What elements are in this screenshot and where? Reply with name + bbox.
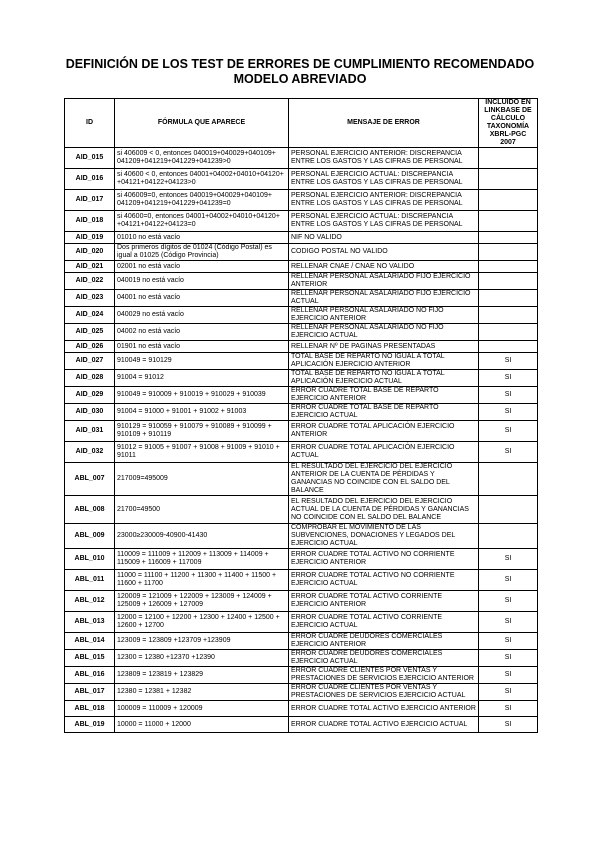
row-mensaje: RELLENAR CNAE / CNAE NO VALIDO xyxy=(289,261,479,273)
row-formula: 100009 = 110009 + 120009 xyxy=(115,701,289,717)
row-id: ABL_018 xyxy=(65,701,115,717)
table-row xyxy=(65,341,538,353)
row-incluido: SI xyxy=(479,667,538,684)
table-row xyxy=(65,717,538,733)
error-tests-table xyxy=(64,98,538,733)
row-incluido: SI xyxy=(479,650,538,667)
row-mensaje: ERROR CUADRE DEUDORES COMERCIALES EJERCICIO ACTUAL xyxy=(289,650,479,667)
table-row xyxy=(65,273,538,290)
row-formula: si 406009=0, entonces 040019+040029+040109+ 041209+041219+041229+041239=0 xyxy=(115,190,289,211)
row-mensaje: PERSONAL EJERCICIO ACTUAL: DISCREPANCIA ENTRE LOS GASTOS Y LAS CIFRAS DE PERSONAL xyxy=(289,169,479,190)
row-incluido: SI xyxy=(479,387,538,404)
row-formula: 21700=49500 xyxy=(115,496,289,524)
row-formula: si 406009 < 0, entonces 040019+040029+040109+ 041209+041219+041229+041239>0 xyxy=(115,148,289,169)
table-row xyxy=(65,612,538,633)
row-id: AID_027 xyxy=(65,353,115,370)
row-formula: 123809 = 123819 + 123829 xyxy=(115,667,289,684)
table-row xyxy=(65,353,538,370)
row-id: AID_018 xyxy=(65,211,115,232)
row-formula: 91004 = 91012 xyxy=(115,370,289,387)
row-formula: 040029 no está vacío xyxy=(115,307,289,324)
row-mensaje: ERROR CUADRE TOTAL ACTIVO EJERCICIO ANTERIOR xyxy=(289,701,479,717)
row-formula: 11000 = 11100 + 11200 + 11300 + 11400 + 11500 + 11600 + 11700 xyxy=(115,570,289,591)
row-mensaje: ERROR CUADRE TOTAL APLICACIÓN EJERCICIO ACTUAL xyxy=(289,442,479,463)
row-mensaje: PERSONAL EJERCICIO ACTUAL: DISCREPANCIA ENTRE LOS GASTOS Y LAS CIFRAS DE PERSONAL xyxy=(289,211,479,232)
table-row xyxy=(65,232,538,244)
row-id: ABL_014 xyxy=(65,633,115,650)
row-incluido xyxy=(479,290,538,307)
row-formula: 123009 = 123809 +123709 +123909 xyxy=(115,633,289,650)
row-id: AID_015 xyxy=(65,148,115,169)
row-incluido: SI xyxy=(479,717,538,733)
row-formula: Dos primeros dígitos de 01024 (Código Postal) es igual a 01025 (Código Provincia) xyxy=(115,244,289,261)
row-id: AID_017 xyxy=(65,190,115,211)
header-formula: FÓRMULA QUE APARECE xyxy=(115,99,289,148)
table-row xyxy=(65,421,538,442)
row-mensaje: EL RESULTADO DEL EJERCICIO DEL EJERCICIO ACTUAL DE LA CUENTA DE PÉRDIDAS Y GANANCIAS NO COINCIDE CON EL SALDO DEL BALANCE xyxy=(289,496,479,524)
row-mensaje: ERROR CUADRE TOTAL ACTIVO CORRIENTE EJERCICIO ACTUAL xyxy=(289,612,479,633)
row-incluido: SI xyxy=(479,591,538,612)
row-mensaje: EL RESULTADO DEL EJERCICIO DEL EJERCICIO ANTERIOR DE LA CUENTA DE PÉRDIDAS Y GANANCIAS NO COINCIDE CON EL SALDO DEL BALANCE xyxy=(289,463,479,496)
row-incluido xyxy=(479,524,538,549)
row-mensaje: ERROR CUADRE TOTAL BASE DE REPARTO EJERCICIO ANTERIOR xyxy=(289,387,479,404)
row-mensaje: PERSONAL EJERCICIO ANTERIOR: DISCREPANCIA ENTRE LOS GASTOS Y LAS CIFRAS DE PERSONAL xyxy=(289,190,479,211)
row-formula: 01901 no está vacío xyxy=(115,341,289,353)
row-mensaje: ERROR CUADRE TOTAL ACTIVO EJERCICIO ACTUAL xyxy=(289,717,479,733)
row-incluido: SI xyxy=(479,549,538,570)
row-formula: 04002 no está vacío xyxy=(115,324,289,341)
table-row xyxy=(65,307,538,324)
header-id: ID xyxy=(65,99,115,148)
row-incluido xyxy=(479,307,538,324)
row-incluido: SI xyxy=(479,570,538,591)
row-id: AID_026 xyxy=(65,341,115,353)
row-id: AID_032 xyxy=(65,442,115,463)
table-row xyxy=(65,524,538,549)
row-mensaje: RELLENAR Nº DE PAGINAS PRESENTADAS xyxy=(289,341,479,353)
row-incluido xyxy=(479,496,538,524)
table-row xyxy=(65,404,538,421)
header-incluido: INCLUIDO EN LINKBASE DE CÁLCULO TAXONOMÍA XBRL-PGC 2007 xyxy=(479,99,538,148)
table-row xyxy=(65,701,538,717)
table-body xyxy=(65,148,538,733)
table-row xyxy=(65,190,538,211)
row-formula: 120009 = 121009 + 122009 + 123009 + 124009 + 125009 + 126009 + 127009 xyxy=(115,591,289,612)
row-mensaje: ERROR CUADRE TOTAL APLICACIÓN EJERCICIO ANTERIOR xyxy=(289,421,479,442)
row-incluido: SI xyxy=(479,442,538,463)
row-incluido xyxy=(479,211,538,232)
table-row xyxy=(65,463,538,496)
row-mensaje: PERSONAL EJERCICIO ANTERIOR: DISCREPANCIA ENTRE LOS GASTOS Y LAS CIFRAS DE PERSONAL xyxy=(289,148,479,169)
row-id: AID_023 xyxy=(65,290,115,307)
row-mensaje: ERROR CUADRE TOTAL ACTIVO CORRIENTE EJERCICIO ANTERIOR xyxy=(289,591,479,612)
table-row xyxy=(65,684,538,701)
table-row xyxy=(65,211,538,232)
row-id: AID_030 xyxy=(65,404,115,421)
row-mensaje: RELLENAR PERSONAL ASALARIADO NO FIJO EJERCICIO ACTUAL xyxy=(289,324,479,341)
row-id: ABL_019 xyxy=(65,717,115,733)
row-incluido: SI xyxy=(479,701,538,717)
row-formula: 10000 = 11000 + 12000 xyxy=(115,717,289,733)
row-formula: 12300 = 12380 +12370 +12390 xyxy=(115,650,289,667)
row-id: ABL_009 xyxy=(65,524,115,549)
row-id: ABL_008 xyxy=(65,496,115,524)
table-row xyxy=(65,148,538,169)
row-incluido xyxy=(479,244,538,261)
row-mensaje: COMPROBAR EL MOVIMIENTO DE LAS SUBVENCIONES, DONACIONES Y LEGADOS DEL EJERCICIO ACTUAL xyxy=(289,524,479,549)
row-id: ABL_011 xyxy=(65,570,115,591)
table-row xyxy=(65,442,538,463)
row-id: AID_025 xyxy=(65,324,115,341)
row-formula: 110009 = 111009 + 112009 + 113009 + 114009 + 115009 + 116009 + 117009 xyxy=(115,549,289,570)
row-formula: 01010 no está vacío xyxy=(115,232,289,244)
row-mensaje: ERROR CUADRE TOTAL ACTIVO NO CORRIENTE EJERCICIO ANTERIOR xyxy=(289,549,479,570)
row-id: ABL_016 xyxy=(65,667,115,684)
row-incluido: SI xyxy=(479,633,538,650)
row-mensaje: ERROR CUADRE DEUDORES COMERCIALES EJERCICIO ANTERIOR xyxy=(289,633,479,650)
row-formula: 12000 = 12100 + 12200 + 12300 + 12400 + 12500 + 12600 + 12700 xyxy=(115,612,289,633)
row-incluido: SI xyxy=(479,404,538,421)
row-id: AID_020 xyxy=(65,244,115,261)
row-incluido xyxy=(479,261,538,273)
row-mensaje: NIF NO VALIDO xyxy=(289,232,479,244)
row-id: AID_028 xyxy=(65,370,115,387)
row-id: ABL_007 xyxy=(65,463,115,496)
row-incluido: SI xyxy=(479,353,538,370)
title-line-1: DEFINICIÓN DE LOS TEST DE ERRORES DE CUMPLIMIENTO RECOMENDADO xyxy=(65,57,535,71)
title-line-2: MODELO ABREVIADO xyxy=(233,72,367,86)
table-row xyxy=(65,169,538,190)
row-mensaje: ERROR CUADRE CLIENTES POR VENTAS Y PRESTACIONES DE SERVICIOS EJERCICIO ACTUAL xyxy=(289,684,479,701)
table-row xyxy=(65,667,538,684)
row-id: AID_022 xyxy=(65,273,115,290)
row-incluido xyxy=(479,341,538,353)
header-mensaje: MENSAJE DE ERROR xyxy=(289,99,479,148)
row-mensaje: RELLENAR PERSONAL ASALARIADO NO FIJO EJERCICIO ANTERIOR xyxy=(289,307,479,324)
row-mensaje: ERROR CUADRE TOTAL BASE DE REPARTO EJERCICIO ACTUAL xyxy=(289,404,479,421)
table-row xyxy=(65,261,538,273)
row-mensaje: RELLENAR PERSONAL ASALARIADO FIJO EJERCICIO ACTUAL xyxy=(289,290,479,307)
row-formula: 91012 = 91005 + 91007 + 91008 + 91009 + 91010 + 91011 xyxy=(115,442,289,463)
table-row xyxy=(65,570,538,591)
row-incluido: SI xyxy=(479,684,538,701)
table-row xyxy=(65,290,538,307)
row-incluido xyxy=(479,190,538,211)
table-row xyxy=(65,244,538,261)
row-incluido xyxy=(479,148,538,169)
row-incluido xyxy=(479,232,538,244)
row-mensaje: ERROR CUADRE TOTAL ACTIVO NO CORRIENTE EJERCICIO ACTUAL xyxy=(289,570,479,591)
table-row xyxy=(65,370,538,387)
table-row xyxy=(65,324,538,341)
row-mensaje: CODIGO POSTAL NO VALIDO xyxy=(289,244,479,261)
row-incluido xyxy=(479,273,538,290)
row-mensaje: TOTAL BASE DE REPARTO NO IGUAL A TOTAL APLICACIÓN EJERCICIO ACTUAL xyxy=(289,370,479,387)
table-row xyxy=(65,591,538,612)
row-formula: 91004 = 91000 + 91001 + 91002 + 91003 xyxy=(115,404,289,421)
row-incluido xyxy=(479,324,538,341)
row-id: AID_016 xyxy=(65,169,115,190)
row-formula: 217009=495009 xyxy=(115,463,289,496)
row-id: AID_019 xyxy=(65,232,115,244)
table-row xyxy=(65,549,538,570)
row-incluido: SI xyxy=(479,421,538,442)
row-formula: 04001 no está vacío xyxy=(115,290,289,307)
row-id: ABL_012 xyxy=(65,591,115,612)
row-formula: 910049 = 910009 + 910019 + 910029 + 910039 xyxy=(115,387,289,404)
table-row xyxy=(65,496,538,524)
row-formula: si 40600 < 0, entonces 04001+04002+04010+04120+ +04121+04122+04123>0 xyxy=(115,169,289,190)
row-id: AID_024 xyxy=(65,307,115,324)
page-title xyxy=(0,57,600,87)
row-incluido xyxy=(479,169,538,190)
row-formula: 23000≥230009-40900-41430 xyxy=(115,524,289,549)
row-formula: 040019 no está vacío xyxy=(115,273,289,290)
row-id: ABL_017 xyxy=(65,684,115,701)
row-incluido: SI xyxy=(479,370,538,387)
row-formula: si 40600=0, entonces 04001+04002+04010+04120+ +04121+04122+04123=0 xyxy=(115,211,289,232)
row-mensaje: ERROR CUADRE CLIENTES POR VENTAS Y PRESTACIONES DE SERVICIOS EJERCICIO ANTERIOR xyxy=(289,667,479,684)
table-header-row xyxy=(65,99,538,148)
row-id: AID_021 xyxy=(65,261,115,273)
row-id: AID_031 xyxy=(65,421,115,442)
table-row xyxy=(65,387,538,404)
row-mensaje: RELLENAR PERSONAL ASALARIADO FIJO EJERCICIO ANTERIOR xyxy=(289,273,479,290)
row-incluido: SI xyxy=(479,612,538,633)
row-id: ABL_010 xyxy=(65,549,115,570)
row-mensaje: TOTAL BASE DE REPARTO NO IGUAL A TOTAL APLICACIÓN EJERCICIO ANTERIOR xyxy=(289,353,479,370)
row-id: AID_029 xyxy=(65,387,115,404)
row-formula: 02001 no está vacío xyxy=(115,261,289,273)
row-formula: 910049 = 910129 xyxy=(115,353,289,370)
row-formula: 12380 = 12381 + 12382 xyxy=(115,684,289,701)
row-formula: 910129 = 910059 + 910079 + 910089 + 910099 + 910109 + 910119 xyxy=(115,421,289,442)
row-id: ABL_015 xyxy=(65,650,115,667)
table-row xyxy=(65,633,538,650)
row-id: ABL_013 xyxy=(65,612,115,633)
table-row xyxy=(65,650,538,667)
row-incluido xyxy=(479,463,538,496)
